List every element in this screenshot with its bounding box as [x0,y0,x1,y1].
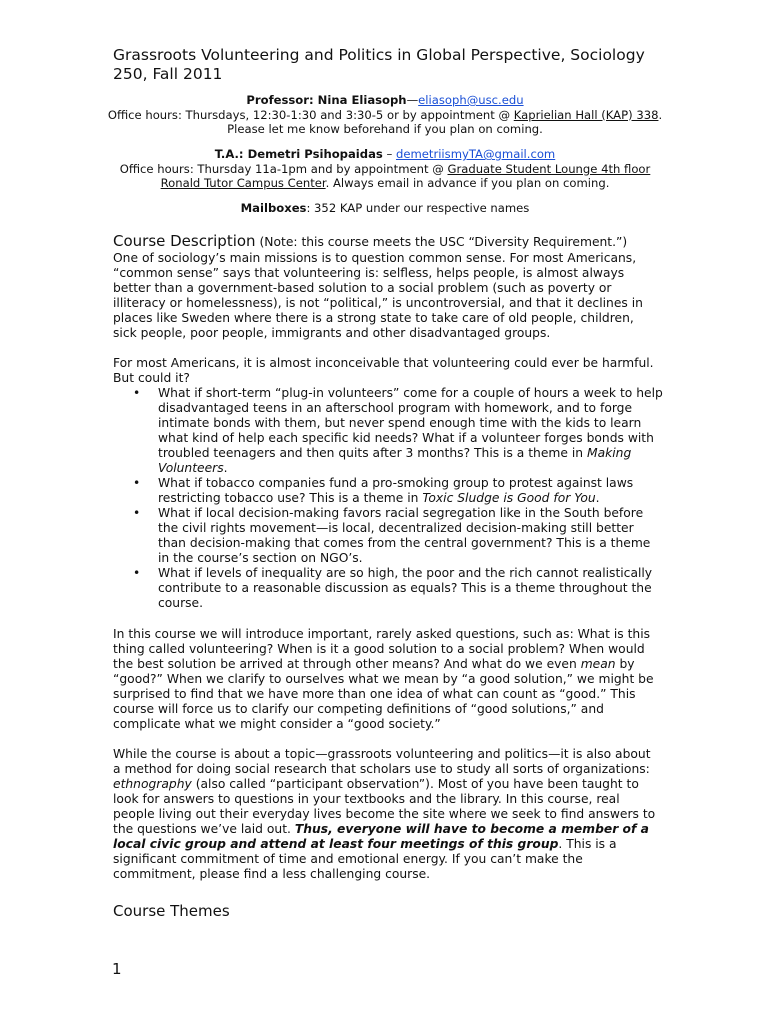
book-title: Toxic Sludge is Good for You [422,491,596,505]
questions-list [113,386,663,611]
ta-email-link[interactable]: demetriismyTA@gmail.com [395,147,556,161]
requirement-statement: Thus, everyone will have to become a member of a local civic group and attend at least four meetings of this group [113,822,649,851]
paragraph-3-emphasis: mean [580,657,616,671]
list-item [113,506,663,566]
list-item-text: What if short-term “plug-in volunteers” come for a couple of hours a week to help disadvantaged teens in an afterschool program with homework, and to forge intimate bonds with them, but never spend enough time with the kids to learn what kind of help each specific kid needs? What if a volunteer forges bonds with troubled teenagers and then quits after 3 months? This is a theme in [158,386,663,460]
ta-hours: Office hours: Thursday 11a-1pm and by appointment @ [119,161,448,176]
professor-note: Please let me know beforehand if you plan on coming. [227,122,543,136]
list-item-text: What if tobacco companies fund a pro-smoking group to protest against laws restricting tobacco use? This is a theme in [158,476,634,505]
list-item [113,566,663,611]
ta-dash: – [382,147,396,161]
description-paragraph-3 [113,627,658,732]
book-title: Making Volunteers [158,446,632,475]
professor-hours: Office hours: Thursdays, 12:30-1:30 and 3:30-5 or by appointment @ [107,107,514,122]
paragraph-4-emphasis: ethnography [113,777,192,791]
ta-block [60,147,710,191]
ta-office-location-1: Graduate Student Lounge 4th floor [447,161,651,176]
paragraph-4-text-a: While the course is about a topic—grassroots volunteering and politics—it is also about a method for doing social research that scholars use to study all sorts of organizations: [113,747,651,776]
bullet-glyph: • [133,566,141,580]
description-paragraph-2: For most Americans, it is almost inconceivable that volunteering could ever be harmful. But could it? [113,356,654,385]
diversity-note: (Note: this course meets the USC “Diversity Requirement.”) [255,235,628,249]
list-item [113,386,663,476]
description-paragraph-4 [113,747,658,882]
professor-label: Professor: Nina Eliasoph [246,93,407,107]
professor-hours-end: . [658,107,663,122]
paragraph-4-text-c: . This is a significant commitment of time and emotional energy. If you can’t make the commitment, please find a less challenging course. [113,837,617,881]
paragraph-4-text-b: (also called “participant observation”). Most of you have been taught to look for answers to questions in your textbooks and the library. In this course, real people living out their everyday lives become the site where we seek to find answers to the questions we’ve laid out. [113,777,656,836]
list-item-tail: . [595,491,600,505]
page-number: 1 [112,960,122,978]
course-title: Grassroots Volunteering and Politics in Global Perspective, Sociology 250, Fall 2011 [113,46,645,83]
ta-label: T.A.: Demetri Psihopaidas [214,147,383,161]
course-description-section [113,234,658,341]
professor-block [60,93,710,137]
professor-office-location: Kaprielian Hall (KAP) 338 [513,107,659,122]
ta-hours-note: . Always email in advance if you plan on coming. [325,176,610,190]
paragraph-3-text-b: by “good?” When we clarify to ourselves what we mean by “a good solution,” we might be surprised to find that we have more than one idea of what can count as “good.” This course will force us to clarify our competing definitions of “good solutions,” and complicate what we might consider a “good society.” [113,657,654,731]
mailboxes-text: : 352 KAP under our respective names [306,201,530,215]
bullet-glyph: • [133,386,141,400]
paragraph-3-text-a: In this course we will introduce important, rarely asked questions, such as: What is this thing called volunteering? When is it a good solution to a social problem? When would the best solution be arrived at through other means? And what do we even [113,627,651,671]
professor-email-link[interactable]: eliasoph@usc.edu [418,93,524,107]
ta-office-location-2: Ronald Tutor Campus Center [160,176,326,190]
professor-dash: — [406,93,419,107]
bullet-glyph: • [133,476,141,490]
mailboxes-label: Mailboxes [240,201,307,215]
mailboxes-line [60,201,710,216]
list-item-text: What if local decision-making favors racial segregation like in the South before the civil rights movement—is local, decentralized decision-making still better than decision-making that comes from the central government? This is a theme in the course’s section on NGO’s. [158,506,651,565]
bullet-glyph: • [133,506,141,520]
description-paragraph-1: One of sociology’s main missions is to question common sense. For most Americans, “common sense” says that volunteering is: selfless, helps people, is almost always better than a government-based solution to a social problem (such as poverty or illiteracy or homelessness), is not “political,” is uncontroversial, and that it declines in places like Sweden where there is a strong state to take care of old people, children, sick people, poor people, immigrants and other disadvantaged groups. [113,251,643,340]
list-item-tail: . [223,461,228,475]
list-item-text: What if levels of inequality are so high, the poor and the rich cannot realistically contribute to a reasonable discussion as equals? This is a theme throughout the course. [158,566,653,610]
list-item [113,476,663,506]
course-description-heading: Course Description [113,232,256,250]
course-themes-heading: Course Themes [113,902,230,920]
